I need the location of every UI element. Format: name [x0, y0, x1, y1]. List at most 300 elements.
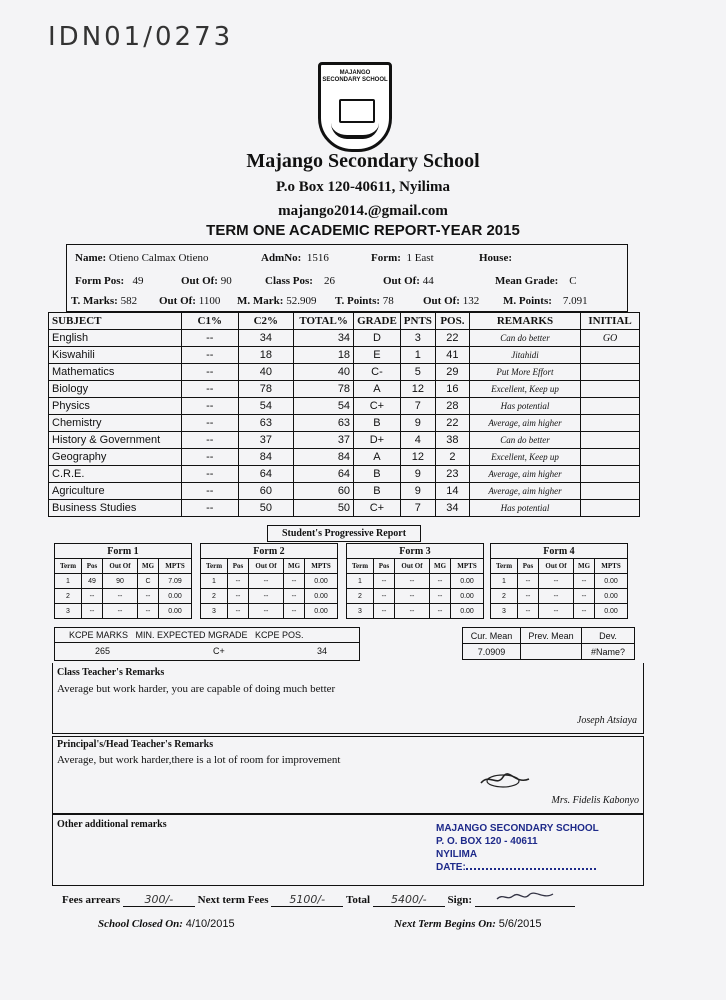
- progress-cell: --: [249, 589, 284, 604]
- classpos-value: 26: [323, 275, 335, 287]
- admno-label: AdmNo:: [261, 252, 302, 264]
- tpoints-outof: 132: [462, 295, 480, 307]
- progress-cell: 0.00: [159, 604, 192, 619]
- grade-value: E: [354, 347, 401, 364]
- c1-value: --: [181, 398, 238, 415]
- progress-cell: --: [228, 604, 249, 619]
- subject-row: [49, 347, 640, 364]
- closed-date: 4/10/2015: [185, 918, 235, 930]
- sign-signature-icon: [475, 891, 575, 907]
- col-subject: SUBJECT: [49, 313, 182, 330]
- other-remarks-title: Other additional remarks: [57, 819, 167, 830]
- progress-cell: --: [395, 574, 430, 589]
- progress-cell: 49: [82, 574, 103, 589]
- outof-label-2: Out Of:: [383, 275, 420, 287]
- progress-cell: --: [284, 589, 305, 604]
- total-value: 34: [294, 330, 354, 347]
- progress-cell: --: [539, 604, 574, 619]
- subject-name: Kiswahili: [49, 347, 182, 364]
- pos-value: 38: [435, 432, 469, 449]
- progress-form-name: Form 3: [347, 544, 484, 559]
- progress-form-table: [54, 543, 192, 619]
- school-name: Majango Secondary School: [246, 150, 480, 172]
- progress-cell: 1: [55, 574, 82, 589]
- progress-cell: --: [430, 574, 451, 589]
- c2-value: 50: [238, 500, 294, 517]
- subject-name: Agriculture: [49, 483, 182, 500]
- progress-cell: 3: [55, 604, 82, 619]
- progress-cell: --: [374, 604, 395, 619]
- progress-row: [55, 589, 192, 604]
- student-info-box: [66, 244, 628, 312]
- meangrade-value: C: [569, 275, 577, 287]
- progress-cell: 1: [201, 574, 228, 589]
- school-stamp: [436, 822, 599, 874]
- progress-form-table: [490, 543, 628, 619]
- class-teacher-name: Joseph Atsiaya: [576, 715, 637, 726]
- pos-value: 16: [435, 381, 469, 398]
- pos-value: 41: [435, 347, 469, 364]
- begins-row: [394, 918, 542, 930]
- progress-cell: 2: [201, 589, 228, 604]
- total-value: 37: [294, 432, 354, 449]
- remarks-value: Average, aim higher: [469, 466, 580, 483]
- progress-row: [55, 604, 192, 619]
- progress-col-header: Term: [55, 559, 82, 574]
- c1-value: --: [181, 347, 238, 364]
- col-remarks: REMARKS: [469, 313, 580, 330]
- progress-cell: 3: [347, 604, 374, 619]
- subjects-table: [48, 312, 640, 517]
- subject-row: [49, 398, 640, 415]
- total-value: 40: [294, 364, 354, 381]
- subject-name: Physics: [49, 398, 182, 415]
- fees-arrears-label: Fees arrears: [62, 894, 121, 906]
- progress-cell: 0.00: [305, 574, 338, 589]
- outof-label-3: Out Of:: [159, 295, 196, 307]
- progress-cell: 3: [201, 604, 228, 619]
- progress-cell: --: [518, 589, 539, 604]
- admno-value: 1516: [306, 252, 329, 264]
- progress-cell: --: [574, 574, 595, 589]
- kcpe-marks: 265: [95, 646, 111, 656]
- formpos-value: 49: [132, 275, 144, 287]
- subject-row: [49, 500, 640, 517]
- class-teacher-text: Average but work harder, you are capable of doing much better: [57, 683, 336, 695]
- subject-name: Mathematics: [49, 364, 182, 381]
- book-icon: [339, 99, 375, 123]
- initial-value: GO: [581, 330, 640, 347]
- total-value: 50: [294, 500, 354, 517]
- subjects-header-row: [49, 313, 640, 330]
- stamp-line-2: P. O. BOX 120 - 40611: [436, 836, 538, 847]
- c1-value: --: [181, 415, 238, 432]
- c1-value: --: [181, 330, 238, 347]
- initial-value: [581, 500, 640, 517]
- outof-label: Out Of:: [181, 275, 218, 287]
- pos-value: 23: [435, 466, 469, 483]
- progress-title: Student's Progressive Report: [267, 525, 421, 542]
- progress-cell: --: [574, 589, 595, 604]
- pos-value: 14: [435, 483, 469, 500]
- subject-row: [49, 432, 640, 449]
- progress-col-header: MPTS: [305, 559, 338, 574]
- progress-cell: --: [249, 604, 284, 619]
- progress-cell: --: [82, 589, 103, 604]
- stamp-line-3: NYILIMA: [436, 849, 478, 860]
- progress-row: [347, 589, 484, 604]
- c2-value: 18: [238, 347, 294, 364]
- pnts-value: 7: [400, 500, 435, 517]
- pnts-value: 12: [400, 381, 435, 398]
- begins-label: Next Term Begins On:: [394, 918, 496, 930]
- pos-value: 22: [435, 415, 469, 432]
- progress-col-header: MPTS: [159, 559, 192, 574]
- initial-value: [581, 415, 640, 432]
- subject-row: [49, 483, 640, 500]
- progress-cell: 2: [55, 589, 82, 604]
- col-grade: GRADE: [354, 313, 401, 330]
- progress-cell: 3: [491, 604, 518, 619]
- progress-cell: --: [430, 589, 451, 604]
- pnts-value: 9: [400, 466, 435, 483]
- begins-date: 5/6/2015: [498, 918, 542, 930]
- class-teacher-title: Class Teacher's Remarks: [57, 667, 165, 678]
- progress-col-header: Pos: [518, 559, 539, 574]
- tpoints-value: 78: [382, 295, 394, 307]
- pnts-value: 9: [400, 483, 435, 500]
- form-label: Form:: [371, 252, 401, 264]
- progress-col-header: Term: [347, 559, 374, 574]
- subject-name: Business Studies: [49, 500, 182, 517]
- pos-value: 29: [435, 364, 469, 381]
- progress-cell: --: [374, 589, 395, 604]
- pnts-value: 5: [400, 364, 435, 381]
- formpos-outof: 90: [220, 275, 232, 287]
- c2-value: 60: [238, 483, 294, 500]
- cur-mean-value: 7.0909: [463, 644, 521, 660]
- total-value: 84: [294, 449, 354, 466]
- total-value: 5400/-: [373, 893, 445, 907]
- progress-cell: --: [284, 604, 305, 619]
- progress-cell: --: [284, 574, 305, 589]
- class-teacher-box: [52, 663, 644, 734]
- c2-value: 84: [238, 449, 294, 466]
- closed-label: School Closed On:: [98, 918, 183, 930]
- remarks-value: Can do better: [469, 330, 580, 347]
- pnts-value: 3: [400, 330, 435, 347]
- tpoints-label: T. Points:: [335, 295, 381, 307]
- subject-row: [49, 415, 640, 432]
- progress-cell: 0.00: [305, 589, 338, 604]
- c1-value: --: [181, 432, 238, 449]
- kcpe-header: KCPE MARKS MIN. EXPECTED MGRADE KCPE POS.: [69, 630, 304, 640]
- progress-cell: C: [138, 574, 159, 589]
- progress-cell: --: [430, 604, 451, 619]
- principal-name: Mrs. Fidelis Kabonyo: [551, 795, 639, 806]
- progress-cell: --: [103, 604, 138, 619]
- progress-cell: --: [395, 604, 430, 619]
- progress-cell: --: [395, 589, 430, 604]
- school-po-box: P.o Box 120-40611, Nyilima: [275, 179, 451, 195]
- school-email: majango2014.@gmail.com: [278, 203, 448, 219]
- progress-col-header: Out Of: [103, 559, 138, 574]
- progress-form-name: Form 1: [55, 544, 192, 559]
- total-value: 54: [294, 398, 354, 415]
- formpos-label: Form Pos:: [75, 275, 125, 287]
- remarks-value: Excellent, Keep up: [469, 381, 580, 398]
- progress-cell: --: [82, 604, 103, 619]
- col-c2: C2%: [238, 313, 294, 330]
- progress-row: [347, 604, 484, 619]
- c1-value: --: [181, 381, 238, 398]
- fees-row: [62, 891, 575, 907]
- subject-name: C.R.E.: [49, 466, 182, 483]
- pos-value: 2: [435, 449, 469, 466]
- sign-label: Sign:: [447, 894, 473, 906]
- subject-row: [49, 381, 640, 398]
- mmark-value: 52.909: [286, 295, 317, 307]
- progress-cell: 0.00: [159, 589, 192, 604]
- pnts-value: 7: [400, 398, 435, 415]
- progress-cell: 1: [491, 574, 518, 589]
- progress-cell: --: [374, 574, 395, 589]
- progress-row: [201, 604, 338, 619]
- progress-cell: --: [249, 574, 284, 589]
- c2-value: 37: [238, 432, 294, 449]
- progress-cell: 0.00: [451, 589, 484, 604]
- c2-value: 64: [238, 466, 294, 483]
- c1-value: --: [181, 466, 238, 483]
- pnts-value: 12: [400, 449, 435, 466]
- progress-cell: --: [228, 589, 249, 604]
- swoosh-icon: [331, 123, 379, 139]
- principal-signature-icon: [479, 771, 531, 789]
- remarks-value: Average, aim higher: [469, 415, 580, 432]
- cur-mean-label: Cur. Mean: [463, 628, 521, 644]
- c2-value: 54: [238, 398, 294, 415]
- pnts-value: 9: [400, 415, 435, 432]
- subject-name: Biology: [49, 381, 182, 398]
- c1-value: --: [181, 364, 238, 381]
- student-name: Otieno Calmax Otieno: [108, 252, 209, 264]
- pnts-value: 1: [400, 347, 435, 364]
- school-logo: [318, 62, 392, 152]
- initial-value: [581, 449, 640, 466]
- progress-cell: 1: [347, 574, 374, 589]
- progress-form-name: Form 2: [201, 544, 338, 559]
- progress-row: [491, 604, 628, 619]
- progress-col-header: MG: [430, 559, 451, 574]
- progress-cell: --: [138, 604, 159, 619]
- closed-row: [98, 918, 235, 930]
- means-table: [462, 627, 635, 660]
- grade-value: C+: [354, 398, 401, 415]
- house-label: House:: [479, 252, 512, 264]
- tmarks-outof: 1100: [198, 295, 221, 307]
- initial-value: [581, 398, 640, 415]
- progress-cell: 2: [347, 589, 374, 604]
- progress-cell: 90: [103, 574, 138, 589]
- progress-col-header: Term: [201, 559, 228, 574]
- progress-row: [201, 589, 338, 604]
- handwritten-id: IDN01/0273: [48, 22, 234, 52]
- progress-row: [491, 589, 628, 604]
- progress-cell: 0.00: [451, 574, 484, 589]
- pos-value: 22: [435, 330, 469, 347]
- total-value: 64: [294, 466, 354, 483]
- subject-name: Chemistry: [49, 415, 182, 432]
- progress-col-header: Out Of: [539, 559, 574, 574]
- meangrade-label: Mean Grade:: [495, 275, 559, 287]
- subject-name: English: [49, 330, 182, 347]
- subject-row: [49, 330, 640, 347]
- progress-row: [55, 574, 192, 589]
- principal-box: [52, 736, 644, 814]
- pnts-value: 4: [400, 432, 435, 449]
- next-term-fees-label: Next term Fees: [197, 894, 269, 906]
- pos-value: 34: [435, 500, 469, 517]
- progress-col-header: MG: [138, 559, 159, 574]
- c2-value: 34: [238, 330, 294, 347]
- total-value: 60: [294, 483, 354, 500]
- col-pnts: PNTS: [400, 313, 435, 330]
- progress-cell: --: [539, 574, 574, 589]
- progress-cell: --: [518, 604, 539, 619]
- initial-value: [581, 364, 640, 381]
- progress-form-table: [200, 543, 338, 619]
- dev-label: Dev.: [582, 628, 635, 644]
- mpoints-label: M. Points:: [503, 295, 552, 307]
- grade-value: B: [354, 483, 401, 500]
- initial-value: [581, 432, 640, 449]
- stamp-line-4: DATE:: [436, 861, 599, 874]
- progress-cell: 0.00: [451, 604, 484, 619]
- grade-value: B: [354, 466, 401, 483]
- grade-value: A: [354, 381, 401, 398]
- remarks-value: Excellent, Keep up: [469, 449, 580, 466]
- classpos-label: Class Pos:: [265, 275, 313, 287]
- total-value: 63: [294, 415, 354, 432]
- c1-value: --: [181, 500, 238, 517]
- progress-col-header: Out Of: [395, 559, 430, 574]
- outof-label-4: Out Of:: [423, 295, 460, 307]
- col-initial: INITIAL: [581, 313, 640, 330]
- principal-title: Principal's/Head Teacher's Remarks: [57, 739, 214, 750]
- tmarks-value: 582: [120, 295, 138, 307]
- subject-row: [49, 466, 640, 483]
- dev-value: #Name?: [582, 644, 635, 660]
- logo-text: MAJANGO SECONDARY SCHOOL: [322, 70, 388, 83]
- prev-mean-value: [521, 644, 582, 660]
- progress-col-header: MPTS: [451, 559, 484, 574]
- remarks-value: Has potential: [469, 500, 580, 517]
- progress-cell: 0.00: [595, 604, 628, 619]
- grade-value: B: [354, 415, 401, 432]
- progress-cell: 0.00: [305, 604, 338, 619]
- progress-cell: --: [228, 574, 249, 589]
- kcpe-box: [54, 627, 360, 661]
- next-term-fees-value: 5100/-: [271, 893, 343, 907]
- subject-name: Geography: [49, 449, 182, 466]
- grade-value: A: [354, 449, 401, 466]
- progress-cell: --: [138, 589, 159, 604]
- progress-col-header: Out Of: [249, 559, 284, 574]
- progress-form-name: Form 4: [491, 544, 628, 559]
- progress-cell: --: [539, 589, 574, 604]
- progress-col-header: Pos: [82, 559, 103, 574]
- initial-value: [581, 381, 640, 398]
- mmark-label: M. Mark:: [237, 295, 284, 307]
- remarks-value: Average, aim higher: [469, 483, 580, 500]
- c2-value: 63: [238, 415, 294, 432]
- tmarks-label: T. Marks:: [71, 295, 118, 307]
- progress-col-header: Term: [491, 559, 518, 574]
- total-value: 18: [294, 347, 354, 364]
- principal-text: Average, but work harder,there is a lot of room for improvement: [57, 754, 341, 766]
- prev-mean-label: Prev. Mean: [521, 628, 582, 644]
- stamp-line-1: MAJANGO SECONDARY SCHOOL: [436, 823, 599, 834]
- c2-value: 40: [238, 364, 294, 381]
- c1-value: --: [181, 449, 238, 466]
- progress-cell: 7.09: [159, 574, 192, 589]
- col-total: TOTAL%: [294, 313, 354, 330]
- progress-col-header: MG: [284, 559, 305, 574]
- progress-row: [347, 574, 484, 589]
- grade-value: C+: [354, 500, 401, 517]
- grade-value: D: [354, 330, 401, 347]
- subject-name: History & Government: [49, 432, 182, 449]
- c1-value: --: [181, 483, 238, 500]
- progress-col-header: MG: [574, 559, 595, 574]
- progress-col-header: Pos: [374, 559, 395, 574]
- remarks-value: Has potential: [469, 398, 580, 415]
- progress-col-header: Pos: [228, 559, 249, 574]
- initial-value: [581, 483, 640, 500]
- initial-value: [581, 347, 640, 364]
- form-value: 1 East: [406, 252, 434, 264]
- progress-cell: --: [103, 589, 138, 604]
- kcpe-min-grade: C+: [213, 646, 225, 656]
- progress-row: [491, 574, 628, 589]
- remarks-value: Can do better: [469, 432, 580, 449]
- col-pos: POS.: [435, 313, 469, 330]
- progress-cell: --: [518, 574, 539, 589]
- subject-row: [49, 364, 640, 381]
- name-label: Name:: [75, 252, 107, 264]
- remarks-value: Put More Effort: [469, 364, 580, 381]
- report-title: TERM ONE ACADEMIC REPORT-YEAR 2015: [206, 222, 520, 239]
- mpoints-value: 7.091: [562, 295, 588, 307]
- progress-row: [201, 574, 338, 589]
- progress-cell: --: [574, 604, 595, 619]
- subject-row: [49, 449, 640, 466]
- progress-col-header: MPTS: [595, 559, 628, 574]
- remarks-value: Jitahidi: [469, 347, 580, 364]
- progress-cell: 2: [491, 589, 518, 604]
- pos-value: 28: [435, 398, 469, 415]
- grade-value: D+: [354, 432, 401, 449]
- total-label: Total: [346, 894, 371, 906]
- grade-value: C-: [354, 364, 401, 381]
- classpos-outof: 44: [422, 275, 434, 287]
- fees-arrears-value: 300/-: [123, 893, 195, 907]
- col-c1: C1%: [181, 313, 238, 330]
- c2-value: 78: [238, 381, 294, 398]
- progress-cell: 0.00: [595, 574, 628, 589]
- progress-form-table: [346, 543, 484, 619]
- total-value: 78: [294, 381, 354, 398]
